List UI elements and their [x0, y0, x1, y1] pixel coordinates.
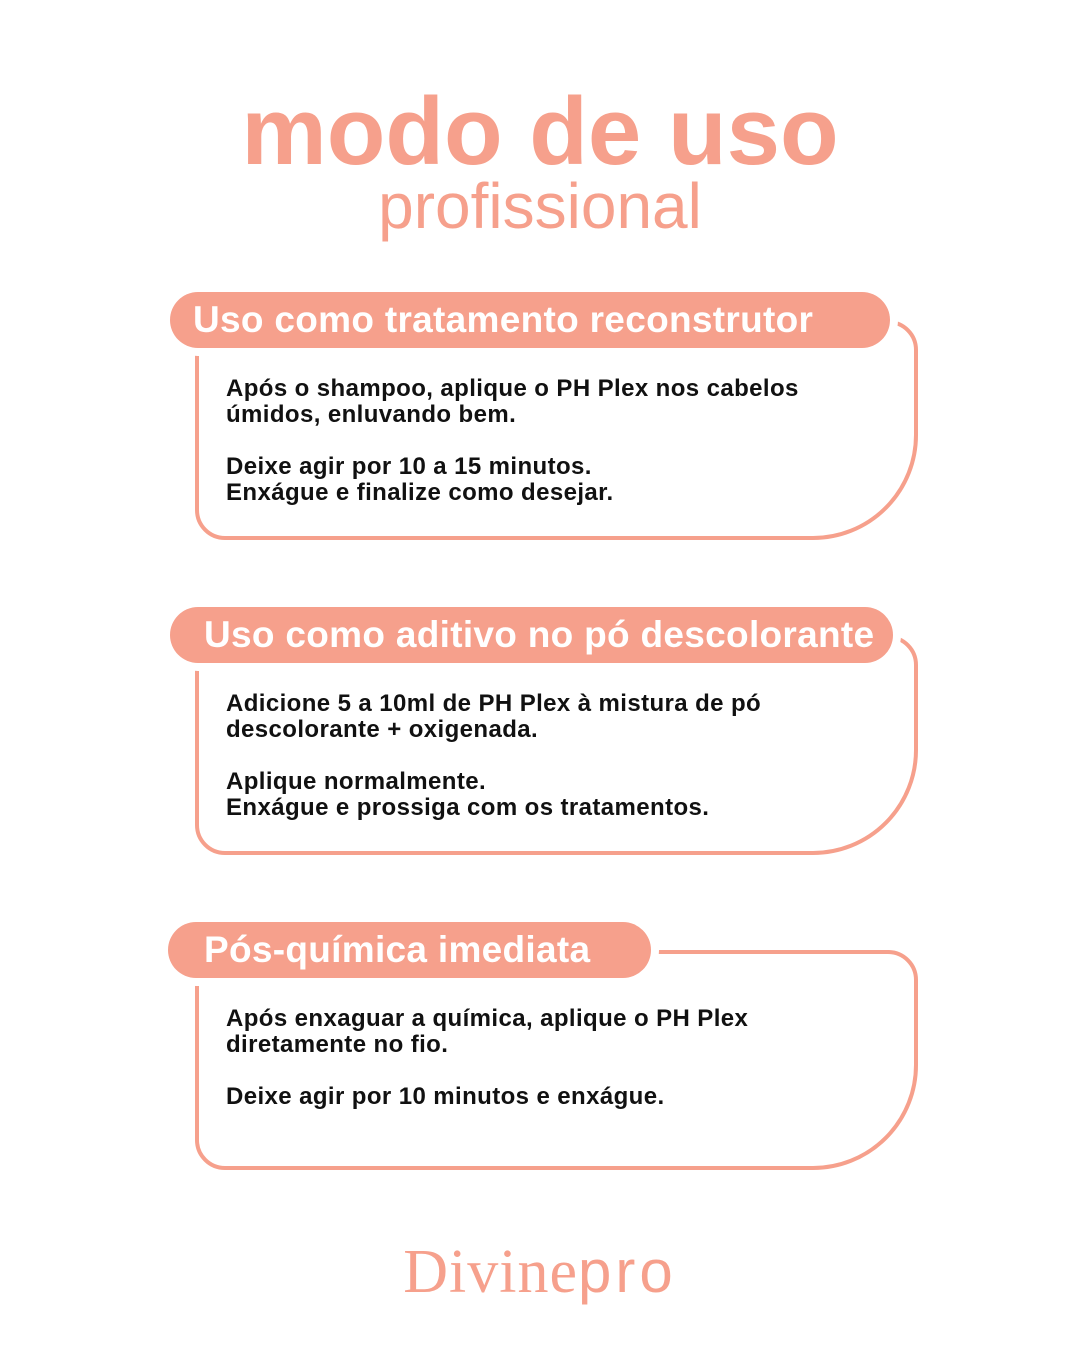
brand-logo — [0, 1232, 1080, 1312]
section-body — [226, 1006, 748, 1136]
instruction-paragraph — [226, 1006, 748, 1058]
instruction-line: Deixe agir por 10 minutos e enxágue. — [226, 1083, 665, 1110]
section-heading-text: Uso como aditivo no pó descolorante — [204, 614, 875, 655]
instruction-line: Após enxaguar a química, aplique o PH Plex — [226, 1005, 749, 1032]
instruction-line: diretamente no fio. — [226, 1031, 449, 1058]
section-card-aditivo — [195, 635, 918, 855]
section-heading-pill — [168, 922, 651, 978]
instruction-line: Após o shampoo, aplique o PH Plex nos cabelos — [226, 375, 799, 402]
instruction-paragraph — [226, 769, 761, 821]
instruction-paragraph — [226, 376, 799, 428]
page-title: modo de uso — [241, 78, 839, 185]
section-body — [226, 376, 799, 532]
instruction-line: Deixe agir por 10 a 15 minutos. — [226, 453, 592, 480]
instruction-paragraph — [226, 1084, 748, 1110]
brand-logo-primary: Divine — [403, 1238, 579, 1306]
instruction-line: Aplique normalmente. — [226, 768, 487, 795]
section-heading-text: Pós-química imediata — [204, 929, 591, 970]
instruction-line: Enxágue e finalize como desejar. — [226, 479, 614, 506]
section-heading-pill — [170, 607, 893, 663]
section-heading-pill — [170, 292, 890, 348]
instruction-paragraph — [226, 454, 799, 506]
section-card-pos-quimica — [195, 950, 918, 1170]
brand-logo-secondary: pro — [578, 1238, 677, 1305]
page-subtitle: profissional — [378, 170, 702, 242]
instruction-line: descolorante + oxigenada. — [226, 716, 539, 743]
section-card-reconstrutor — [195, 320, 918, 540]
instruction-line: Adicione 5 a 10ml de PH Plex à mistura de pó — [226, 690, 762, 717]
section-body — [226, 691, 761, 847]
instruction-line: úmidos, enluvando bem. — [226, 401, 517, 428]
section-heading-text: Uso como tratamento reconstrutor — [193, 299, 814, 340]
instruction-line: Enxágue e prossiga com os tratamentos. — [226, 794, 710, 821]
instruction-paragraph — [226, 691, 761, 743]
